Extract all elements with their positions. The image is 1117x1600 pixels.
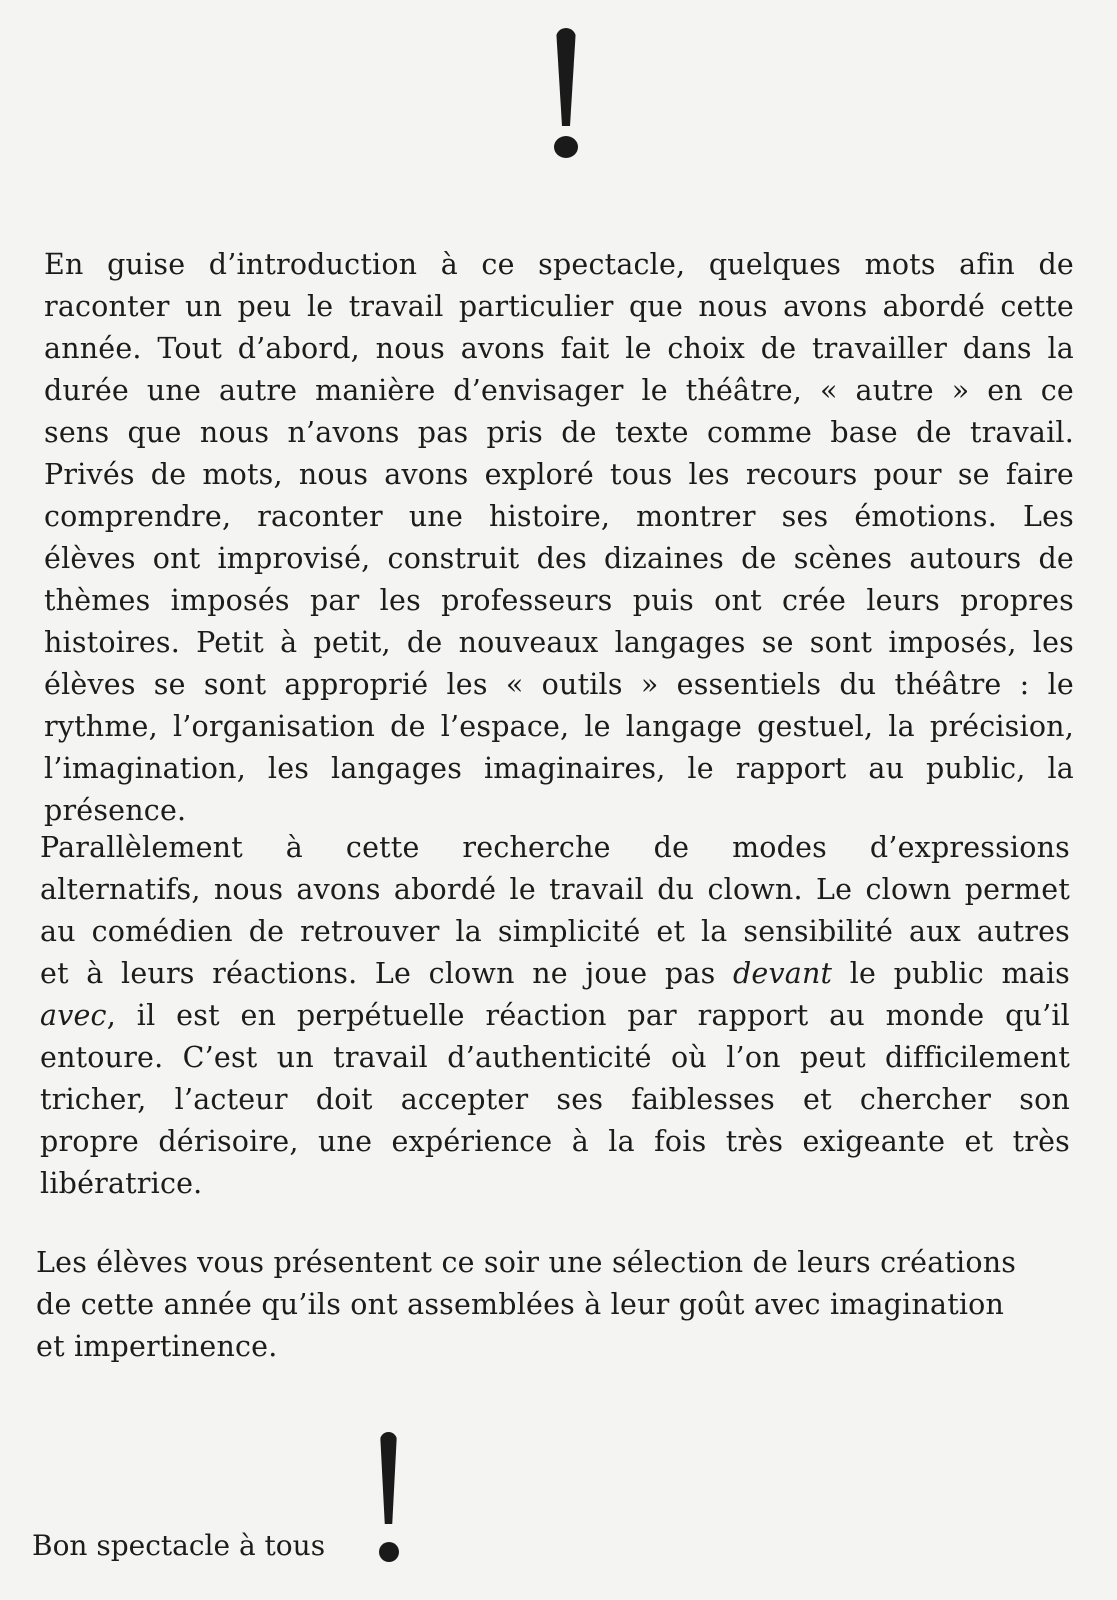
intro-paragraph <box>44 244 1074 832</box>
text-line: alternatifs, nous avons abordé le travail du clown. Le clown permet <box>40 873 1070 906</box>
text-line: sens que nous n’avons pas pris de texte comme base de travail. <box>44 416 1074 449</box>
text-line: comprendre, raconter une histoire, montrer ses émotions. Les <box>44 500 1074 533</box>
text-line: élèves se sont approprié les « outils » essentiels du théâtre : le <box>44 668 1074 701</box>
text-line: propre dérisoire, une expérience à la fois très exigeante et très <box>40 1125 1070 1158</box>
text-line: raconter un peu le travail particulier que nous avons abordé cette <box>44 290 1074 323</box>
text-line: année. Tout d’abord, nous avons fait le choix de travailler dans la <box>44 332 1074 365</box>
text-line: thèmes imposés par les professeurs puis ont crée leurs propres <box>44 584 1074 617</box>
text-line: entoure. C’est un travail d’authenticité où l’on peut difficilement <box>40 1041 1070 1074</box>
text-line: tricher, l’acteur doit accepter ses faiblesses et chercher son <box>40 1083 1070 1116</box>
emphasis-word: devant <box>732 957 833 990</box>
text-line: l’imagination, les langages imaginaires, le rapport au public, la <box>44 752 1074 785</box>
text-line: libératrice. <box>40 1167 203 1200</box>
exclamation-mark-icon <box>553 28 579 158</box>
text-line: durée une autre manière d’envisager le théâtre, « autre » en ce <box>44 374 1074 407</box>
text-line: Les élèves vous présentent ce soir une sélection de leurs créations <box>36 1246 1017 1279</box>
clown-paragraph <box>40 827 1070 1205</box>
text-line: histoires. Petit à petit, de nouveaux langages se sont imposés, les <box>44 626 1074 659</box>
text-line: et impertinence. <box>36 1330 278 1363</box>
text-line: Parallèlement à cette recherche de modes d’expressions <box>40 831 1070 864</box>
text-line: Privés de mots, nous avons exploré tous les recours pour se faire <box>44 458 1074 491</box>
text-line: et à leurs réactions. Le clown ne joue pas devant le public mais <box>40 957 1070 990</box>
text-line: au comédien de retrouver la simplicité et la sensibilité aux autres <box>40 915 1070 948</box>
sign-off-text: Bon spectacle à tous <box>32 1529 326 1562</box>
text-line: présence. <box>44 794 187 827</box>
text-line: En guise d’introduction à ce spectacle, quelques mots afin de <box>44 248 1074 281</box>
closing-paragraph <box>36 1242 1066 1368</box>
text-line: élèves ont improvisé, construit des dizaines de scènes autours de <box>44 542 1074 575</box>
text-line: de cette année qu’ils ont assemblées à leur goût avec imagination <box>36 1288 1005 1321</box>
exclamation-mark-icon <box>376 1432 400 1564</box>
text-line: rythme, l’organisation de l’espace, le langage gestuel, la précision, <box>44 710 1074 743</box>
emphasis-word: avec <box>40 999 107 1032</box>
text-line: avec, il est en perpétuelle réaction par rapport au monde qu’il <box>40 999 1070 1032</box>
